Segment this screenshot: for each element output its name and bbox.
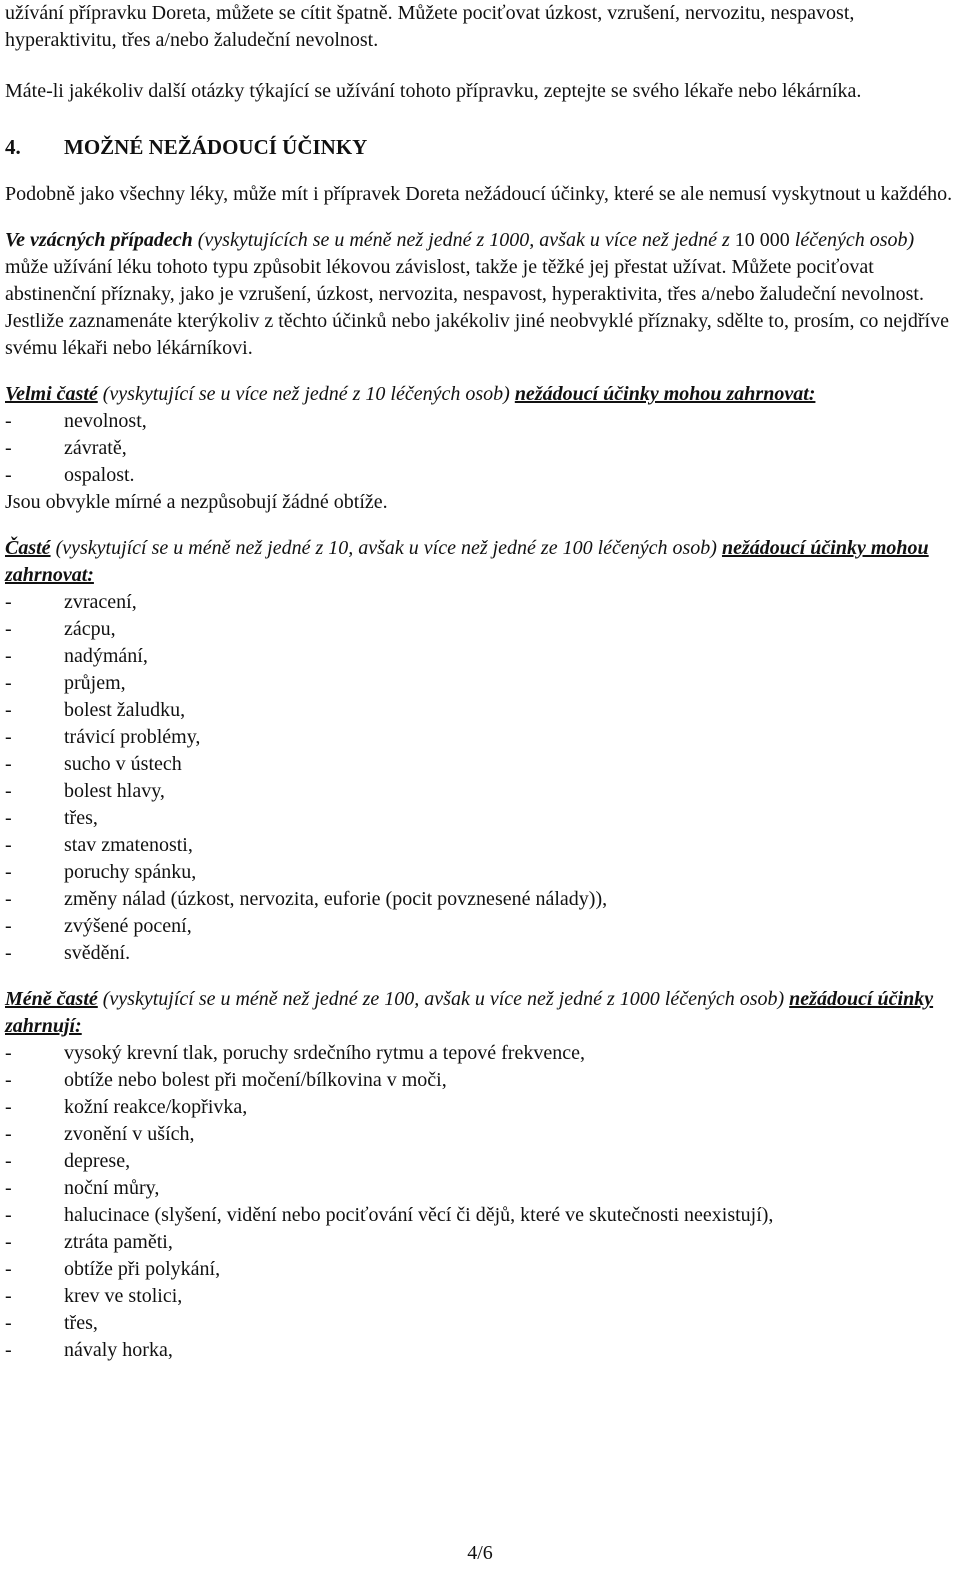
list-item: - zácpu, xyxy=(5,616,955,643)
list-item: - sucho v ústech xyxy=(5,751,955,778)
section-title: MOŽNÉ NEŽÁDOUCÍ ÚČINKY xyxy=(64,135,368,159)
list-item: - návaly horka, xyxy=(5,1337,955,1364)
list-item: - trávicí problémy, xyxy=(5,724,955,751)
rare-lead: Ve vzácných případech xyxy=(5,229,193,251)
list-item: - noční můry, xyxy=(5,1175,955,1202)
list-item: - krev ve stolici, xyxy=(5,1283,955,1310)
uncommon-lead: Méně časté xyxy=(5,988,98,1010)
rare-frequency-a: (vyskytujících se u méně než jedné z 1000, avšak u více než jedné z xyxy=(197,229,730,251)
list-item: - deprese, xyxy=(5,1148,955,1175)
common-lead: Časté xyxy=(5,537,51,559)
page-number: 4/6 xyxy=(467,1542,493,1564)
list-item: - obtíže při polykání, xyxy=(5,1256,955,1283)
list-item: - nadýmání, xyxy=(5,643,955,670)
section-number: 4. xyxy=(5,135,21,159)
section-intro: Podobně jako všechny léky, může mít i přípravek Doreta nežádoucí účinky, které se ale nemusí vyskytnout u každého. xyxy=(5,183,953,205)
document-page xyxy=(5,0,955,1364)
list-item: - třes, xyxy=(5,1310,955,1337)
list-item: - obtíže nebo bolest při močení/bílkovina v moči, xyxy=(5,1067,955,1094)
list-item: - nevolnost, xyxy=(5,408,955,435)
list-item: - kožní reakce/kopřivka, xyxy=(5,1094,955,1121)
list-item: - svědění. xyxy=(5,940,955,967)
section-heading xyxy=(5,134,955,161)
uncommon-tail: nežádoucí účinky zahrnují: xyxy=(5,988,934,1037)
very-common-heading xyxy=(5,381,955,408)
common-tail: nežádoucí účinky mohou zahrnovat: xyxy=(5,537,929,586)
list-item: - zvracení, xyxy=(5,589,955,616)
very-common-tail: nežádoucí účinky mohou zahrnovat: xyxy=(514,383,816,405)
rare-advice: Jestliže zaznamenáte kterýkoliv z těchto účinků nebo jakékoliv jiné neobvyklé příznaky, sdělte to, prosím, co nejdříve svému lékaři nebo lékárníkovi. xyxy=(5,310,949,359)
intro-paragraph-2: Máte-li jakékoliv další otázky týkající se užívání tohoto přípravku, zeptejte se svého lékaře nebo lékárníka. xyxy=(5,80,862,102)
list-item: - třes, xyxy=(5,805,955,832)
list-item: - zvonění v uších, xyxy=(5,1121,955,1148)
list-item: - zvýšené pocení, xyxy=(5,913,955,940)
list-item: - bolest hlavy, xyxy=(5,778,955,805)
very-common-lead: Velmi časté xyxy=(5,383,98,405)
list-item: - průjem, xyxy=(5,670,955,697)
rare-frequency-number: 10 000 xyxy=(734,229,790,251)
list-item: - bolest žaludku, xyxy=(5,697,955,724)
common-heading xyxy=(5,535,955,589)
very-common-note: Jsou obvykle mírné a nezpůsobují žádné obtíže. xyxy=(5,491,388,513)
rare-frequency-b: léčených osob) xyxy=(794,229,915,251)
common-frequency: (vyskytující se u méně než jedné z 10, avšak u více než jedné ze 100 léčených osob) xyxy=(55,537,717,559)
uncommon-list xyxy=(5,1040,955,1364)
list-item: - ztráta paměti, xyxy=(5,1229,955,1256)
rare-paragraph xyxy=(5,227,955,308)
intro-paragraph-1: užívání přípravku Doreta, můžete se cítit špatně. Můžete pociťovat úzkost, vzrušení, nervozitu, nespavost, hyperaktivitu, třes a/nebo žaludeční nevolnost. xyxy=(5,2,855,51)
list-item: - změny nálad (úzkost, nervozita, euforie (pocit povznesené nálady)), xyxy=(5,886,955,913)
list-item: - vysoký krevní tlak, poruchy srdečního rytmu a tepové frekvence, xyxy=(5,1040,955,1067)
list-item: - závratě, xyxy=(5,435,955,462)
list-item: - ospalost. xyxy=(5,462,955,489)
common-list xyxy=(5,589,955,967)
list-item: - poruchy spánku, xyxy=(5,859,955,886)
uncommon-heading xyxy=(5,986,955,1040)
list-item: - stav zmatenosti, xyxy=(5,832,955,859)
uncommon-frequency: (vyskytující se u méně než jedné ze 100, avšak u více než jedné z 1000 léčených osob) xyxy=(102,988,785,1010)
very-common-frequency: (vyskytující se u více než jedné z 10 léčených osob) xyxy=(102,383,510,405)
list-item: - halucinace (slyšení, vidění nebo pociťování věcí či dějů, které ve skutečnosti neexistují), xyxy=(5,1202,955,1229)
rare-text: může užívání léku tohoto typu způsobit lékovou závislost, takže je těžké jej přestat užívat. Můžete pociťovat abstinenční příznaky, jako je vzrušení, úzkost, nervozita, nespavost, hyperaktivita, třes a/nebo žaludeční nevolnost. xyxy=(5,256,924,305)
very-common-list xyxy=(5,408,955,489)
